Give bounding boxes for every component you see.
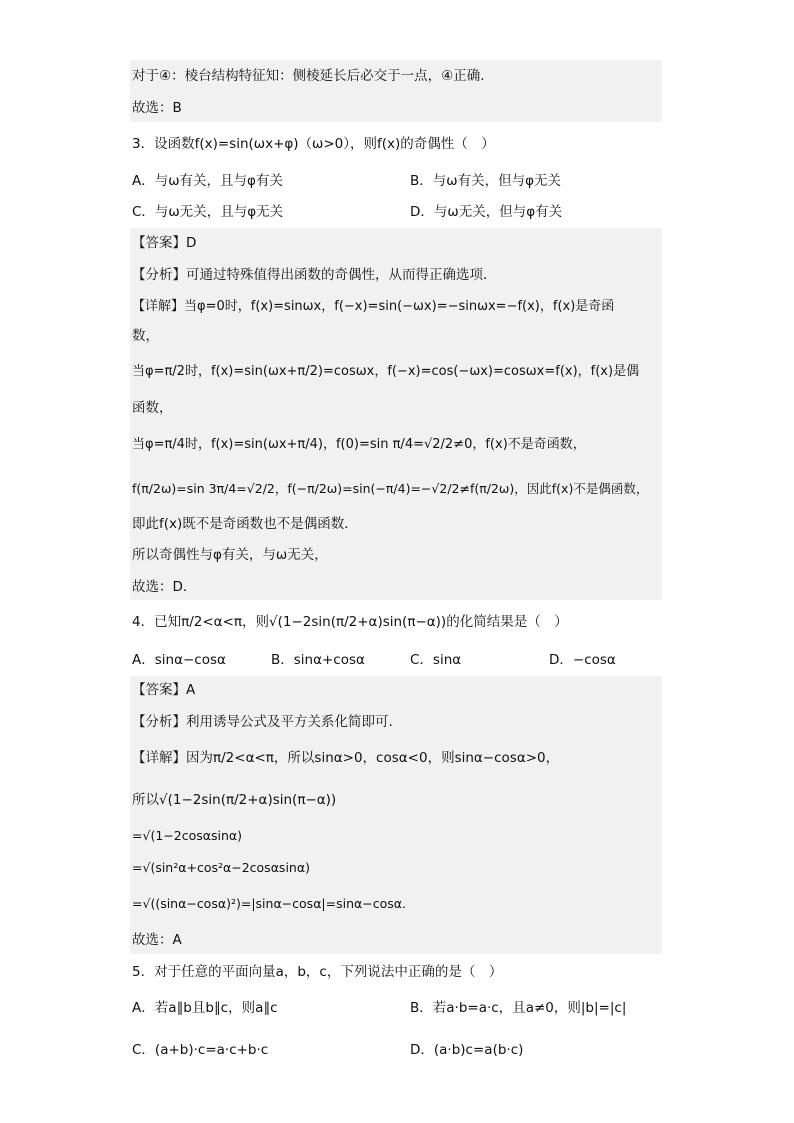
answer-label: 【答案】D [132,235,197,251]
analysis-text: 【分析】利用诱导公式及平方关系化简即可. [132,714,393,730]
option-b: B．若a·b=a·c，且a≠0，则|b|=|c| [410,1000,627,1016]
detail-text: 【详解】因为π/2<α<π，所以sinα>0，cosα<0，则sinα−cosα>0， [132,750,560,766]
detail-text: 故选：D． [132,579,197,595]
text-line: 对于④：棱台结构特征知：侧棱延长后必交于一点，④正确. [132,68,485,84]
question-4: 4．已知π/2<α<π，则√(1−2sin(π/2+α)sin(π−α))的化简结果是（ ） [132,614,568,630]
detail-text: 当φ=π/4时，f(x)=sin(ωx+π/4)，f(0)=sin π/4=√2/2≠0，f(x)不是奇函数， [132,437,586,452]
option-a: A．sinα−cosα [132,652,226,668]
detail-text: =√(1−2cosαsinα) [132,828,242,843]
detail-text: =√(sin²α+cos²α−2cosαsinα) [132,860,310,875]
detail-text: 所以奇偶性与φ有关，与ω无关， [132,547,328,563]
detail-text: 所以√(1−2sin(π/2+α)sin(π−α)) [132,792,337,808]
option-c: C．(a+b)·c=a·c+b·c [132,1042,269,1058]
option-d: D．(a·b)c=a(b·c) [410,1042,524,1058]
detail-text: 故选：A [132,932,182,948]
option-b: B．sinα+cosα [271,652,365,668]
option-d: D．与ω无关，但与φ有关 [410,204,563,220]
option-c: C．与ω无关，且与φ无关 [132,204,284,220]
analysis-text: 【分析】可通过特殊值得出函数的奇偶性，从而得正确选项． [132,267,497,283]
detail-text: =√((sinα−cosα)²)=|sinα−cosα|=sinα−cosα. [132,896,406,911]
option-a: A．若a∥b且b∥c，则a∥c [132,1000,278,1016]
option-b: B．与ω有关，但与φ无关 [410,173,561,189]
answer-label: 【答案】A [132,682,196,698]
option-d: D．−cosα [549,652,616,668]
option-c: C．sinα [410,652,462,668]
detail-text: 【详解】当φ=0时，f(x)=sinωx，f(−x)=sin(−ωx)=−sinωx=−f(x)，f(x)是奇函 [132,299,615,314]
question-5: 5．对于任意的平面向量a，b，c，下列说法中正确的是（ ） [132,964,503,980]
detail-text: 当φ=π/2时，f(x)=sin(ωx+π/2)=cosωx，f(−x)=cos(−ωx)=cosωx=f(x)，f(x)是偶 [132,364,640,379]
question-3: 3．设函数f(x)=sin(ωx+φ)（ω>0），则f(x)的奇偶性（ ） [132,136,495,152]
detail-text: 即此f(x)既不是奇函数也不是偶函数． [132,516,358,532]
detail-text: f(π/2ω)=sin 3π/4=√2/2，f(−π/2ω)=sin(−π/4)=−√2/2≠f(π/2ω)，因此f(x)不是偶函数， [132,481,649,496]
option-a: A．与ω有关，且与φ有关 [132,173,283,189]
detail-text: 数， [132,328,159,344]
detail-text: 函数， [132,400,173,416]
text-line: 故选：B [132,100,182,116]
